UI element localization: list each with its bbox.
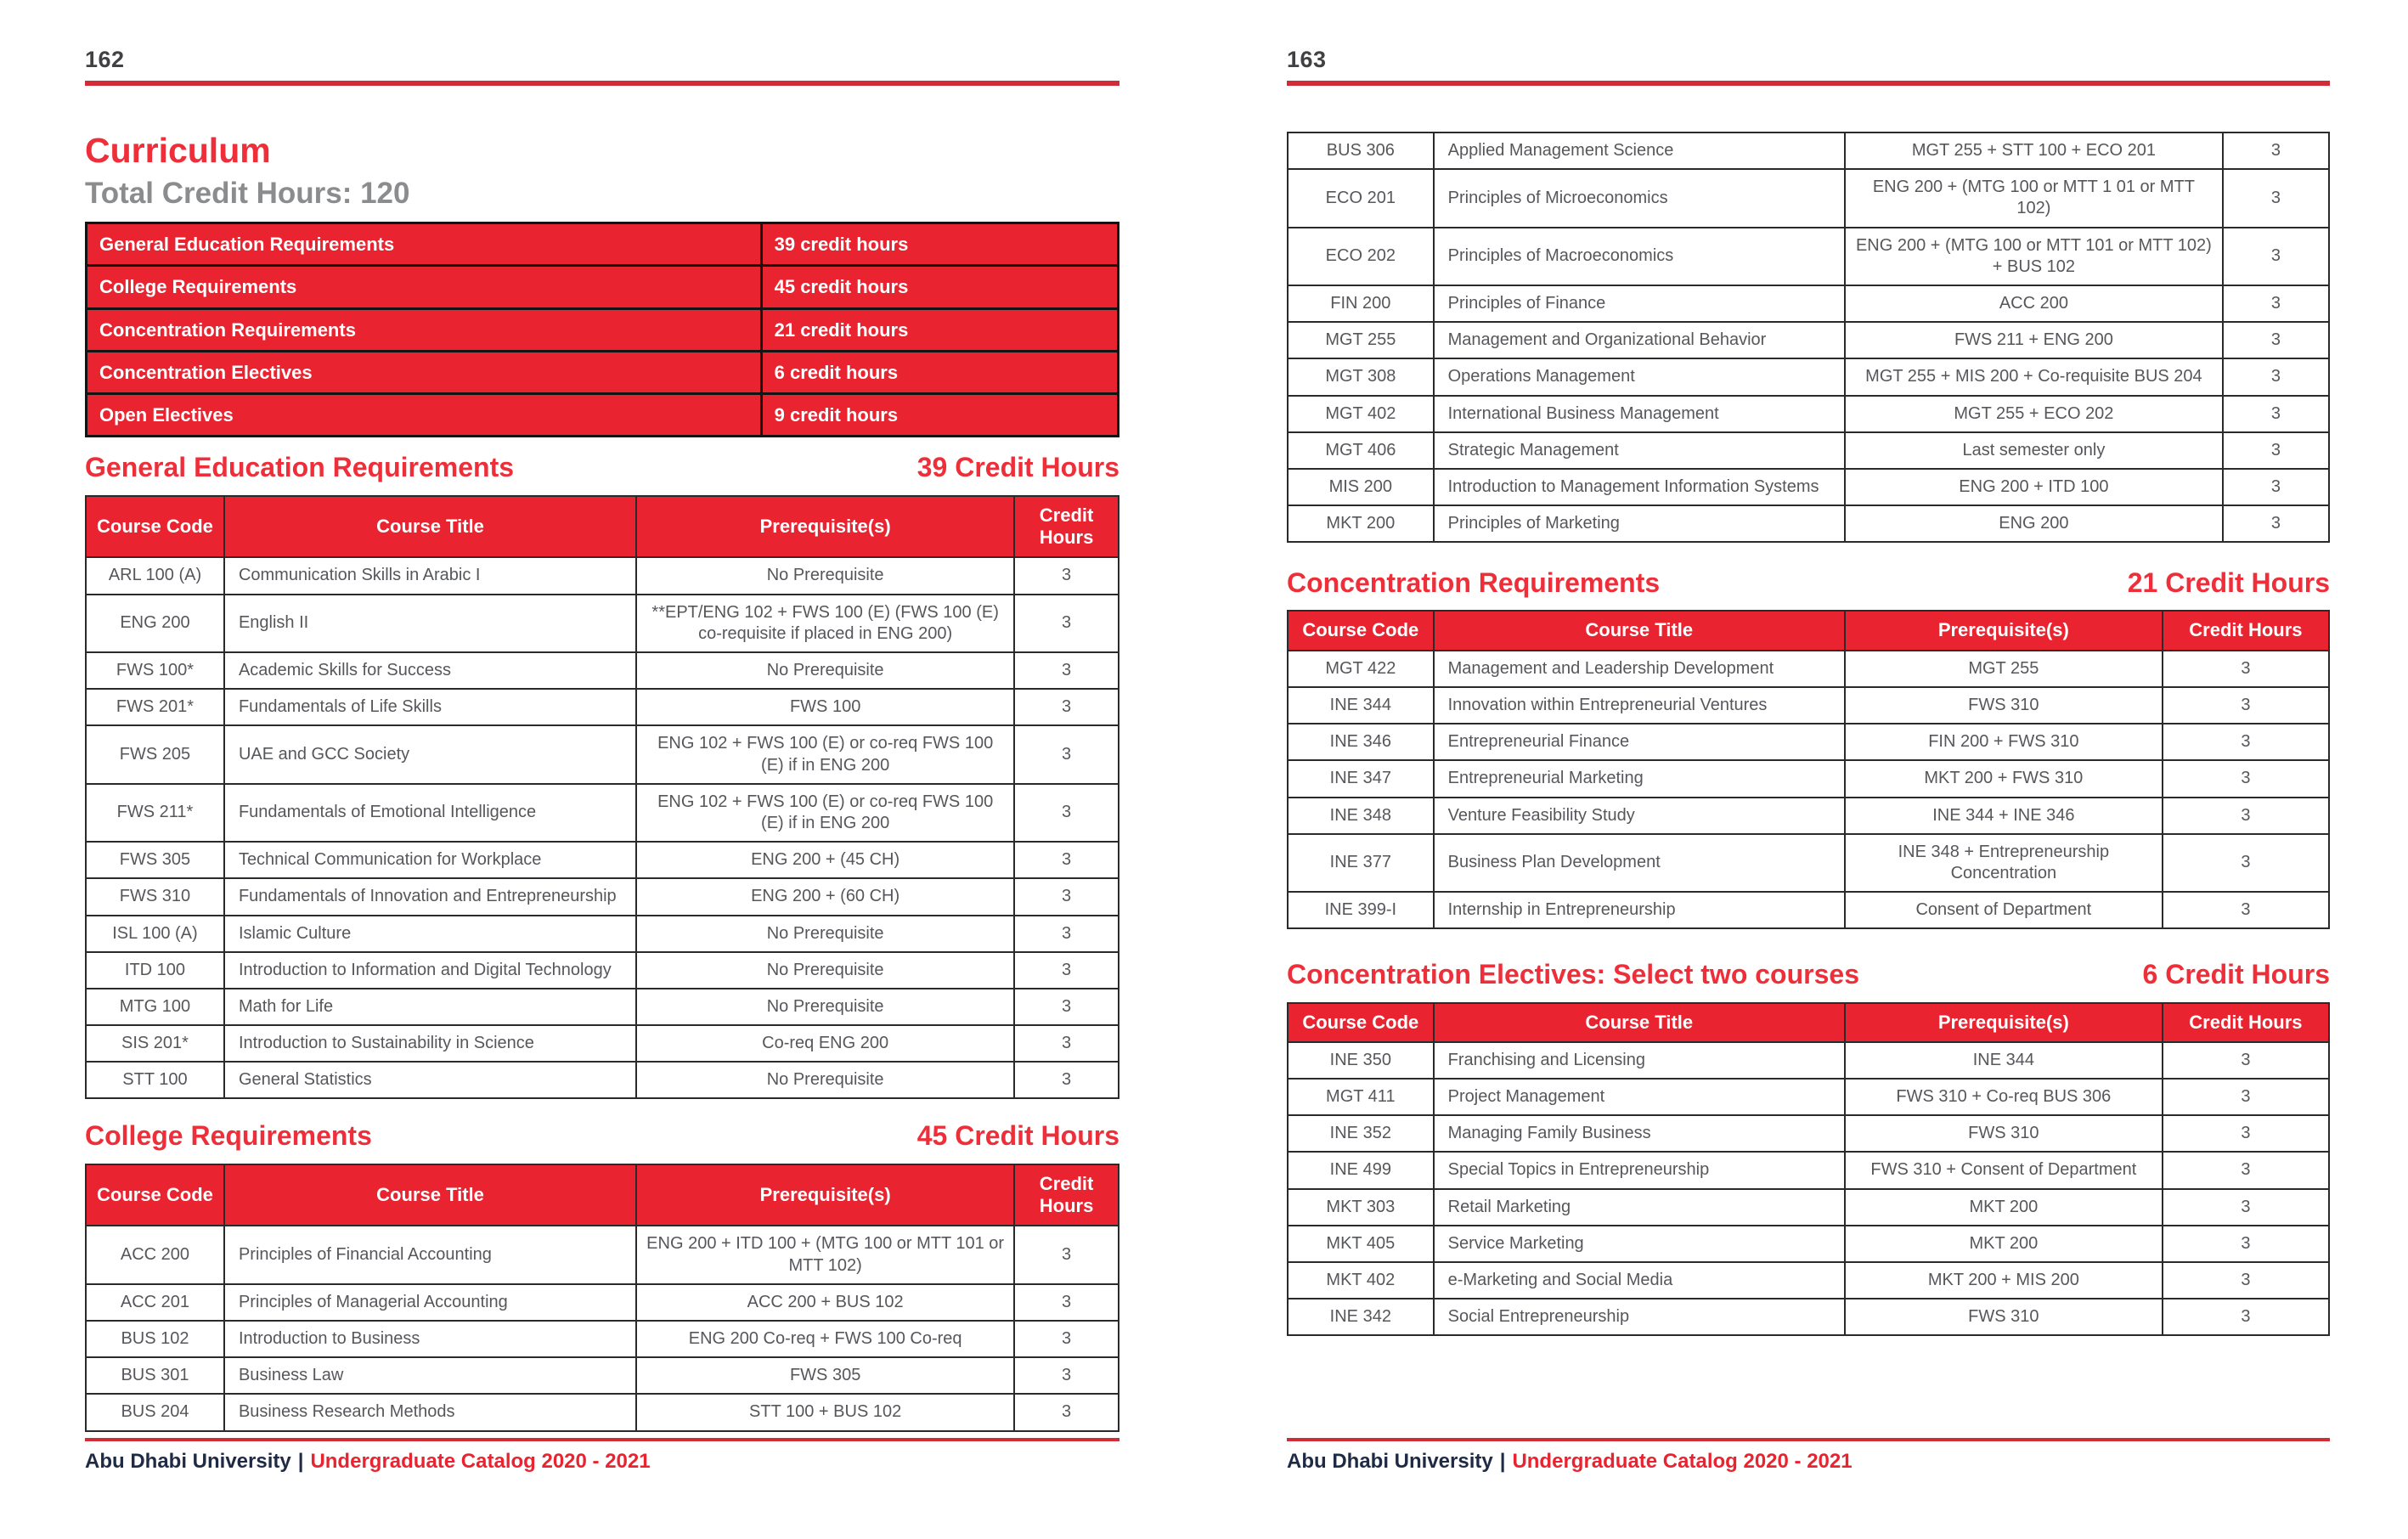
table-row: [1288, 1189, 2329, 1226]
cell-slabel: Concentration Requirements: [87, 308, 762, 351]
table-row: [87, 394, 1119, 437]
cell-credit: 3: [2163, 760, 2329, 797]
table-row: [86, 1062, 1119, 1098]
cell-title: International Business Management: [1434, 396, 1845, 432]
page-number: 163: [1287, 47, 1327, 72]
cell-title: Business Research Methods: [224, 1394, 636, 1430]
cell-prereq: STT 100 + BUS 102: [636, 1394, 1014, 1430]
cell-title: Technical Communication for Workplace: [224, 842, 636, 878]
cell-prereq: Consent of Department: [1845, 892, 2163, 928]
cell-credit: 3: [2163, 724, 2329, 760]
table-row: [86, 725, 1119, 783]
table-row: [86, 595, 1119, 652]
cell-title: e-Marketing and Social Media: [1434, 1262, 1845, 1299]
cell-credit: 3: [1014, 1226, 1119, 1283]
cell-code: FWS 100*: [86, 652, 224, 689]
cell-prereq: MGT 255: [1845, 651, 2163, 687]
cell-credit: 3: [1014, 557, 1119, 594]
cell-credit: 3: [2223, 505, 2329, 542]
table-row: [1288, 1226, 2329, 1262]
cell-title: Business Plan Development: [1434, 834, 1845, 892]
cell-code: INE 399-I: [1288, 892, 1434, 928]
cell-title: Internship in Entrepreneurship: [1434, 892, 1845, 928]
college-requirements-table: [85, 1164, 1119, 1432]
page-title: Curriculum: [85, 131, 271, 170]
cell-prereq: No Prerequisite: [636, 1062, 1014, 1098]
footer-catalog: Undergraduate Catalog 2020 - 2021: [310, 1450, 651, 1473]
cell-credit: 3: [2163, 651, 2329, 687]
cell-credit: 3: [2223, 169, 2329, 227]
page-162: [85, 47, 1119, 1432]
cell-code: BUS 102: [86, 1321, 224, 1357]
cell-title: Managing Family Business: [1434, 1115, 1845, 1152]
table-row: [86, 1284, 1119, 1321]
table-row: [86, 689, 1119, 725]
cell-credit: 3: [1014, 1062, 1119, 1098]
section-credit-hours: 39 Credit Hours: [916, 452, 1119, 483]
section-credit-hours: 21 Credit Hours: [2127, 567, 2330, 599]
table-row: [86, 784, 1119, 842]
section-heading-concentration-requirements: [1287, 568, 2330, 598]
table-row: [1288, 1115, 2329, 1152]
cell-code: ENG 200: [86, 595, 224, 652]
cell-title: Principles of Finance: [1434, 285, 1845, 322]
header-row: [86, 1164, 1119, 1226]
section-title: College Requirements: [85, 1120, 372, 1152]
section-credit-hours: 6 Credit Hours: [2142, 959, 2330, 990]
total-credit-hours: Total Credit Hours: 120: [85, 177, 410, 210]
general-education-table: [85, 495, 1119, 1100]
section-heading-general-education: [85, 453, 1119, 482]
cell-title: Islamic Culture: [224, 916, 636, 952]
cell-code: BUS 204: [86, 1394, 224, 1430]
table-row: [86, 1394, 1119, 1430]
cell-prereq: No Prerequisite: [636, 989, 1014, 1025]
cell-credit: 3: [2163, 892, 2329, 928]
cell-prereq: MGT 255 + STT 100 + ECO 201: [1845, 132, 2223, 169]
cell-code: ACC 201: [86, 1284, 224, 1321]
cell-code: FWS 205: [86, 725, 224, 783]
table-row: [1288, 1079, 2329, 1115]
table-row: [1288, 132, 2329, 169]
cell-credit: 3: [2223, 322, 2329, 358]
cell-title: Retail Marketing: [1434, 1189, 1845, 1226]
column-header: Prerequisite(s): [1845, 1003, 2163, 1042]
table-row: [86, 842, 1119, 878]
cell-code: BUS 301: [86, 1357, 224, 1394]
page-number: 162: [85, 47, 125, 72]
cell-prereq: MGT 255 + MIS 200 + Co-requisite BUS 204: [1845, 358, 2223, 395]
cell-prereq: ENG 200 + (60 CH): [636, 878, 1014, 915]
cell-credit: 3: [1014, 652, 1119, 689]
cell-code: INE 348: [1288, 798, 1434, 834]
cell-slabel: Open Electives: [87, 394, 762, 437]
column-header: Credit Hours: [1014, 1164, 1119, 1226]
column-header: Prerequisite(s): [1845, 611, 2163, 650]
table-row: [1288, 285, 2329, 322]
column-header: Course Title: [224, 496, 636, 558]
column-header: Course Code: [1288, 1003, 1434, 1042]
cell-slabel: General Education Requirements: [87, 223, 762, 266]
cell-credit: 3: [2163, 834, 2329, 892]
table-row: [86, 1321, 1119, 1357]
table-row: [1288, 834, 2329, 892]
cell-credit: 3: [2223, 358, 2329, 395]
cell-title: UAE and GCC Society: [224, 725, 636, 783]
cell-prereq: ENG 200 + (MTG 100 or MTT 101 or MTT 102) + BUS 102: [1845, 228, 2223, 285]
cell-prereq: FWS 211 + ENG 200: [1845, 322, 2223, 358]
cell-title: Introduction to Sustainability in Science: [224, 1025, 636, 1062]
column-header: Credit Hours: [2163, 611, 2329, 650]
header-row: [1288, 611, 2329, 650]
header-rule: [85, 81, 1119, 86]
cell-credit: 3: [2223, 285, 2329, 322]
cell-prereq: ENG 200 Co-req + FWS 100 Co-req: [636, 1321, 1014, 1357]
concentration-requirements-table: [1287, 610, 2330, 929]
cell-prereq: MKT 200: [1845, 1226, 2163, 1262]
cell-credit: 3: [1014, 952, 1119, 989]
cell-title: Entrepreneurial Marketing: [1434, 760, 1845, 797]
cell-code: MKT 303: [1288, 1189, 1434, 1226]
college-requirements-continued-table: [1287, 132, 2330, 543]
cell-credit: 3: [1014, 689, 1119, 725]
cell-code: MGT 422: [1288, 651, 1434, 687]
table-row: [86, 652, 1119, 689]
cell-code: INE 342: [1288, 1299, 1434, 1335]
cell-title: Management and Organizational Behavior: [1434, 322, 1845, 358]
cell-prereq: ACC 200 + BUS 102: [636, 1284, 1014, 1321]
cell-credit: 3: [2163, 1299, 2329, 1335]
cell-prereq: MGT 255 + ECO 202: [1845, 396, 2223, 432]
cell-credit: 3: [1014, 1025, 1119, 1062]
section-title: Concentration Electives: Select two courses: [1287, 959, 1859, 990]
column-header: Course Title: [1434, 611, 1845, 650]
cell-title: Management and Leadership Development: [1434, 651, 1845, 687]
table-row: [1288, 169, 2329, 227]
cell-code: ACC 200: [86, 1226, 224, 1283]
table-row: [86, 916, 1119, 952]
header-row: [86, 496, 1119, 558]
cell-prereq: ENG 102 + FWS 100 (E) or co-req FWS 100 (E) if in ENG 200: [636, 784, 1014, 842]
cell-prereq: No Prerequisite: [636, 557, 1014, 594]
cell-prereq: ENG 102 + FWS 100 (E) or co-req FWS 100 (E) if in ENG 200: [636, 725, 1014, 783]
cell-credit: 3: [2163, 1042, 2329, 1079]
cell-prereq: ENG 200 + (MTG 100 or MTT 1 01 or MTT 102): [1845, 169, 2223, 227]
cell-code: INE 344: [1288, 687, 1434, 724]
table-row: [1288, 892, 2329, 928]
cell-code: INE 350: [1288, 1042, 1434, 1079]
cell-code: INE 377: [1288, 834, 1434, 892]
cell-prereq: FWS 310: [1845, 687, 2163, 724]
cell-code: INE 347: [1288, 760, 1434, 797]
table-row: [86, 1025, 1119, 1062]
cell-code: MGT 402: [1288, 396, 1434, 432]
footer-catalog: Undergraduate Catalog 2020 - 2021: [1512, 1450, 1853, 1473]
cell-code: MKT 405: [1288, 1226, 1434, 1262]
cell-prereq: FWS 310 + Consent of Department: [1845, 1152, 2163, 1188]
table-row: [1288, 432, 2329, 469]
cell-title: Introduction to Information and Digital Technology: [224, 952, 636, 989]
footer-text: [1287, 1450, 2330, 1474]
table-row: [86, 989, 1119, 1025]
column-header: Course Title: [224, 1164, 636, 1226]
cell-title: Principles of Managerial Accounting: [224, 1284, 636, 1321]
cell-title: Franchising and Licensing: [1434, 1042, 1845, 1079]
cell-credit: 3: [1014, 1321, 1119, 1357]
cell-code: MGT 255: [1288, 322, 1434, 358]
cell-credit: 3: [1014, 595, 1119, 652]
table-row: [1288, 1299, 2329, 1335]
cell-code: INE 352: [1288, 1115, 1434, 1152]
column-header: Prerequisite(s): [636, 1164, 1014, 1226]
cell-credit: 3: [1014, 842, 1119, 878]
cell-prereq: ENG 200 + ITD 100 + (MTG 100 or MTT 101 or MTT 102): [636, 1226, 1014, 1283]
footer-rule: [85, 1438, 1119, 1441]
footer-right: [1287, 1438, 2330, 1474]
footer-rule: [1287, 1438, 2330, 1441]
requirements-summary-table: [85, 222, 1119, 437]
cell-title: Entrepreneurial Finance: [1434, 724, 1845, 760]
footer-separator: |: [1499, 1450, 1506, 1473]
cell-svalue: 6 credit hours: [761, 351, 1118, 393]
cell-credit: 3: [2163, 1079, 2329, 1115]
cell-title: Strategic Management: [1434, 432, 1845, 469]
cell-prereq: ENG 200 + (45 CH): [636, 842, 1014, 878]
cell-credit: 3: [1014, 1394, 1119, 1430]
cell-credit: 3: [1014, 989, 1119, 1025]
cell-credit: 3: [2163, 1262, 2329, 1299]
cell-prereq: INE 344 + INE 346: [1845, 798, 2163, 834]
column-header: Course Code: [86, 1164, 224, 1226]
cell-title: Principles of Marketing: [1434, 505, 1845, 542]
cell-title: General Statistics: [224, 1062, 636, 1098]
cell-title: Math for Life: [224, 989, 636, 1025]
cell-code: MGT 406: [1288, 432, 1434, 469]
cell-credit: 3: [1014, 916, 1119, 952]
section-heading-concentration-electives: [1287, 960, 2330, 989]
cell-credit: 3: [1014, 1284, 1119, 1321]
cell-code: ARL 100 (A): [86, 557, 224, 594]
cell-title: Principles of Macroeconomics: [1434, 228, 1845, 285]
cell-credit: 3: [1014, 725, 1119, 783]
table-row: [86, 878, 1119, 915]
footer-left: [85, 1438, 1119, 1474]
cell-prereq: No Prerequisite: [636, 652, 1014, 689]
cell-code: MGT 411: [1288, 1079, 1434, 1115]
table-row: [1288, 322, 2329, 358]
cell-credit: 3: [2223, 228, 2329, 285]
table-row: [87, 308, 1119, 351]
cell-credit: 3: [2163, 1115, 2329, 1152]
cell-prereq: FWS 100: [636, 689, 1014, 725]
table-row: [1288, 798, 2329, 834]
cell-prereq: **EPT/ENG 102 + FWS 100 (E) (FWS 100 (E) co-requisite if placed in ENG 200): [636, 595, 1014, 652]
cell-title: Special Topics in Entrepreneurship: [1434, 1152, 1845, 1188]
header-rule: [1287, 81, 2330, 86]
cell-code: ISL 100 (A): [86, 916, 224, 952]
cell-title: Venture Feasibility Study: [1434, 798, 1845, 834]
cell-title: Innovation within Entrepreneurial Ventures: [1434, 687, 1845, 724]
cell-slabel: Concentration Electives: [87, 351, 762, 393]
cell-code: ECO 202: [1288, 228, 1434, 285]
table-row: [86, 1357, 1119, 1394]
cell-code: FWS 201*: [86, 689, 224, 725]
cell-code: STT 100: [86, 1062, 224, 1098]
footer-text: [85, 1450, 1119, 1474]
column-header: Credit Hours: [2163, 1003, 2329, 1042]
cell-code: FWS 211*: [86, 784, 224, 842]
cell-title: Communication Skills in Arabic I: [224, 557, 636, 594]
table-row: [1288, 396, 2329, 432]
cell-prereq: ENG 200: [1845, 505, 2223, 542]
cell-prereq: FWS 310: [1845, 1115, 2163, 1152]
cell-prereq: FIN 200 + FWS 310: [1845, 724, 2163, 760]
table-row: [1288, 1042, 2329, 1079]
cell-code: FIN 200: [1288, 285, 1434, 322]
cell-title: Applied Management Science: [1434, 132, 1845, 169]
table-row: [86, 1226, 1119, 1283]
column-header: Course Code: [1288, 611, 1434, 650]
cell-title: Social Entrepreneurship: [1434, 1299, 1845, 1335]
cell-title: English II: [224, 595, 636, 652]
cell-prereq: No Prerequisite: [636, 916, 1014, 952]
cell-prereq: MKT 200 + MIS 200: [1845, 1262, 2163, 1299]
cell-code: FWS 305: [86, 842, 224, 878]
cell-prereq: Last semester only: [1845, 432, 2223, 469]
column-header: Course Code: [86, 496, 224, 558]
cell-credit: 3: [1014, 1357, 1119, 1394]
cell-code: MKT 200: [1288, 505, 1434, 542]
table-row: [1288, 228, 2329, 285]
cell-credit: 3: [2223, 396, 2329, 432]
table-row: [1288, 651, 2329, 687]
section-title: General Education Requirements: [85, 452, 515, 483]
cell-code: MTG 100: [86, 989, 224, 1025]
column-header: Course Title: [1434, 1003, 1845, 1042]
table-row: [1288, 1262, 2329, 1299]
cell-title: Principles of Microeconomics: [1434, 169, 1845, 227]
cell-code: MIS 200: [1288, 469, 1434, 505]
cell-prereq: ACC 200: [1845, 285, 2223, 322]
cell-code: SIS 201*: [86, 1025, 224, 1062]
table-row: [1288, 505, 2329, 542]
cell-credit: 3: [2223, 469, 2329, 505]
cell-title: Principles of Financial Accounting: [224, 1226, 636, 1283]
cell-title: Fundamentals of Life Skills: [224, 689, 636, 725]
cell-title: Operations Management: [1434, 358, 1845, 395]
cell-credit: 3: [2163, 1226, 2329, 1262]
table-row: [1288, 469, 2329, 505]
cell-code: MKT 402: [1288, 1262, 1434, 1299]
cell-title: Project Management: [1434, 1079, 1845, 1115]
table-row: [1288, 687, 2329, 724]
footer-separator: |: [297, 1450, 304, 1473]
cell-prereq: FWS 310: [1845, 1299, 2163, 1335]
cell-title: Introduction to Management Information Systems: [1434, 469, 1845, 505]
cell-code: MGT 308: [1288, 358, 1434, 395]
cell-prereq: INE 348 + Entrepreneurship Concentration: [1845, 834, 2163, 892]
cell-svalue: 39 credit hours: [761, 223, 1118, 266]
cell-credit: 3: [2163, 687, 2329, 724]
footer-university: Abu Dhabi University: [1287, 1450, 1493, 1473]
cell-prereq: MKT 200 + FWS 310: [1845, 760, 2163, 797]
cell-credit: 3: [1014, 784, 1119, 842]
cell-code: BUS 306: [1288, 132, 1434, 169]
cell-title: Service Marketing: [1434, 1226, 1845, 1262]
cell-prereq: FWS 310 + Co-req BUS 306: [1845, 1079, 2163, 1115]
cell-code: ECO 201: [1288, 169, 1434, 227]
cell-title: Academic Skills for Success: [224, 652, 636, 689]
cell-credit: 3: [2163, 1189, 2329, 1226]
cell-credit: 3: [2223, 432, 2329, 469]
table-row: [1288, 724, 2329, 760]
table-row: [87, 266, 1119, 308]
cell-prereq: FWS 305: [636, 1357, 1014, 1394]
cell-prereq: No Prerequisite: [636, 952, 1014, 989]
page-163: [1287, 47, 2330, 1336]
table-row: [1288, 1152, 2329, 1188]
cell-title: Introduction to Business: [224, 1321, 636, 1357]
cell-prereq: INE 344: [1845, 1042, 2163, 1079]
cell-title: Fundamentals of Innovation and Entrepreneurship: [224, 878, 636, 915]
cell-credit: 3: [2223, 132, 2329, 169]
section-heading-college-requirements: [85, 1121, 1119, 1151]
cell-code: INE 346: [1288, 724, 1434, 760]
cell-prereq: MKT 200: [1845, 1189, 2163, 1226]
header-row: [1288, 1003, 2329, 1042]
cell-prereq: ENG 200 + ITD 100: [1845, 469, 2223, 505]
cell-slabel: College Requirements: [87, 266, 762, 308]
cell-prereq: Co-req ENG 200: [636, 1025, 1014, 1062]
section-credit-hours: 45 Credit Hours: [916, 1120, 1119, 1152]
cell-title: Business Law: [224, 1357, 636, 1394]
cell-svalue: 9 credit hours: [761, 394, 1118, 437]
cell-svalue: 45 credit hours: [761, 266, 1118, 308]
table-row: [87, 351, 1119, 393]
footer-university: Abu Dhabi University: [85, 1450, 291, 1473]
table-row: [1288, 760, 2329, 797]
cell-svalue: 21 credit hours: [761, 308, 1118, 351]
cell-credit: 3: [2163, 798, 2329, 834]
cell-code: FWS 310: [86, 878, 224, 915]
column-header: Prerequisite(s): [636, 496, 1014, 558]
table-row: [87, 223, 1119, 266]
cell-code: ITD 100: [86, 952, 224, 989]
cell-credit: 3: [2163, 1152, 2329, 1188]
cell-credit: 3: [1014, 878, 1119, 915]
section-title: Concentration Requirements: [1287, 567, 1661, 599]
table-row: [86, 557, 1119, 594]
table-row: [1288, 358, 2329, 395]
column-header: Credit Hours: [1014, 496, 1119, 558]
cell-title: Fundamentals of Emotional Intelligence: [224, 784, 636, 842]
cell-code: INE 499: [1288, 1152, 1434, 1188]
table-row: [86, 952, 1119, 989]
concentration-electives-table: [1287, 1002, 2330, 1337]
